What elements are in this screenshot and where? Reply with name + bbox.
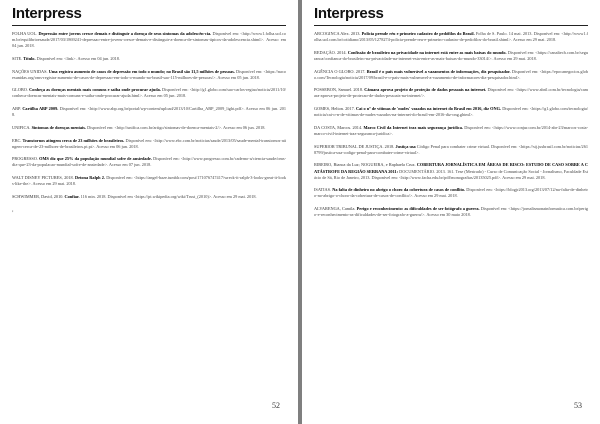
reference-source[interactable]: Disponível em: <http://www1.folha.uol.com.br/equilibrioesaude/2017/03/1869241-depressao-entre-jovens-cresce-demais-e-distinguir-a-doenca-de-sintomas-tipicos-da-adolescencia.shtml>. Acesso em 04 jun. 2018. [12,31,286,49]
reference-entry [314,125,588,137]
reference-author: DA COSTA, Marcos. 2014. [314,124,363,130]
reference-source[interactable]: Disponível em: <http://www.abp.org.br/portal/wp-content/upload/2013/10/Cartilha_ABP_2009_light.pdf>. Acesso em 06 jun. 2018. [12,106,287,118]
reference-source[interactable]: Disponível em: <https://jornalismonainformatica.com.br/perigo-e-reconhecimento-as-dificuldades-de-ser-fotografo-a-guerra/>. Acesso em 30 maio 2018. [314,206,589,218]
reference-source[interactable]: Disponível em: <https://g1.globo.com/tecnologia/noticia/cai-o-n-de-vitimas-de-nudes-vazados-na-internet-do-brasil-em-2016-diz-ong.ghtml>. [314,106,589,118]
reference-title: COBERTURA JORNALÍSTICA EM ÁREAS DE RISCO: ESTUDO DE CASO SOBRE A CATÁSTROFE DA REGIÃO SERRANA 2011: [314,162,588,174]
reference-title: Cartilha ABP 2009. [22,106,59,112]
reference-entry [12,56,286,62]
reference-list [314,31,588,218]
reference-source[interactable]: Disponível em: <https://angel-baze.tumblr.com/post/171076747417/wreck-it-ralph-3-looks-great-it-looks-like-the>. Acesso em 29 mai. 2018. [12,175,286,187]
reference-author: POSSEBON, Samuel. 2018. [314,87,364,93]
reference-author: ABP. [12,106,21,112]
reference-entry [12,175,286,187]
header-rule [12,25,286,26]
reference-entry [314,187,588,199]
reference-entry [12,31,286,49]
reference-author: ISATIAS. [314,187,332,193]
reference-entry [314,50,588,62]
reference-author: SUPERIOR TRIBUNAL DE JUSTIÇA. 2018. [314,143,395,149]
reference-author: SITE. [12,55,23,61]
reference-author: EBC. [12,137,22,143]
reference-title: Confissão de brasileiro na privacidade na internet está entre as mais baixas do mundo. [347,49,507,55]
page-header: Interpress [314,5,384,22]
reference-entry [12,69,286,81]
reference-title: Transtornos atingem cerca de 23 milhões de brasileiros. [22,137,125,143]
reference-author: GLOBO. [12,87,28,93]
reference-source[interactable]: 116 min. 2018. Disponível em <https://pt.wikipedia.org/wiki/Trust_(2010)>. Acesso em 29 mai. 2018. [80,193,257,199]
reference-source[interactable]: Disponível em: <https://nacoesunidas.org/oms-registra-aumento-de-casos-de-depressao-em-todo-o-mundo-no-brasil-sao-115-milhoes-de-pessoas/>. Acesso em 05 jun. 2018. [12,68,287,80]
reference-source[interactable]: Disponível em: <http://unifica.com.br/artigo/sintomas-de-doenca-mentais-2/>. Acesso em 06 jun. 2018. [87,124,266,130]
reference-entry [12,106,286,118]
reference-entry [314,144,588,156]
reference-title: Justiça usa [395,143,416,149]
page-number: 52 [272,401,280,410]
reference-entry [12,87,286,99]
reference-list [12,31,286,200]
reference-title: Uma registra aumento de casos de depressão em todo o mundo; no Brasil são 11,5 milhões de pessoas. [48,68,235,74]
reference-entry [314,162,588,180]
reference-entry [314,206,588,218]
reference-source[interactable]: Disponível em: <https://blogjr2013.org/2013/07/12/na-falta-de-dinheiro-no-abrigo-o-choro-da-cobertura-de-casos-de-conflito/>. Acesso em 29 mai. 2018. [314,187,588,199]
reference-title: OMS diz que 25% da população mundial sofre de ansiedade. [39,156,152,162]
reference-author: REDAÇÃO. 2014. [314,49,347,55]
reference-entry [12,138,286,150]
reference-entry [314,31,588,43]
reference-author: RIBEIRO, Bianca da Luz; NOGUEIRA, e Raphaela Cruz. [314,162,416,168]
reference-source[interactable]: Disponível em: <https://canaltech.com.br/seguranca/confianca-do-brasileiro-na-privacidade-na-internet-esta-entre-as-mais-baixas-do-mundo-33014/>. Acesso em 29 mai. 2018. [314,49,589,61]
reference-source[interactable]: Disponível em: <http://www.ebc.com.br/noticias/saude/2013/05/saude-mental-transtornos-atingem-cerca-de-23-milhoes-de-brasileiros.pt.pt>. Acesso em 06 jun. 2018. [12,137,287,149]
reference-author: UNIFICA. [12,124,31,130]
reference-title: Detona Ralph 2. [74,175,105,181]
reference-source[interactable]: Disponível em: <http://www.progresso.com.br/caderno-a/ciencia-saude/oms-diz-que-23-da-populacao-mundial-sofre-de-ansiedade>. Acesso em 07 jun. 2018. [12,156,287,168]
reference-source[interactable]: Disponível em: <link>. Acesso em 04 jun. 2018. [36,55,121,61]
page-header: Interpress [12,5,82,22]
reference-author: AGÊNCIA O GLOBO. 2017. [314,68,366,74]
reference-author: FOLHA UOL. [12,31,38,36]
reference-entry [314,69,588,81]
reference-entry [314,106,588,118]
reference-source[interactable]: Folha de S. Paulo. 14 mai. 2013. Disponível em: <http://www1.folha.uol.com.br/cotidiano/2013/05/1278274-policia-prende-reu-e-primeiro-cadastro-de-pedofilos-do-brasil.shtml>. Acesso em 29 mai. 2018. [314,31,588,43]
reference-source[interactable]: DOCUMENTÁRIO. 2013. 161. Tese (Mestrado) - Curso de Comunicação Social - Jornalismo, Faculdade Estácio de Sá, Rio de Janeiro, 2013. Disponível em: <http://www.facha.edu.br/pdf/monografias/20135025.pdf>. Acesso em 29 mai. 2018. [314,168,589,180]
reference-entry [12,156,286,168]
reference-title: Confiar. [64,193,80,199]
reference-source[interactable]: Disponível em: <https://www.abril.com.br/tecnologia/camara-aprova-projeto-de-protecao-de-dados-pessoais-na-internet/>. [314,87,589,99]
reference-author: PROGRESSO. [12,156,38,162]
page-number: 53 [574,401,582,410]
reference-title: Cai o nº de vítimas de 'nudes' vazados na internet do Brasil em 2016, diz ONG. [355,106,502,112]
reference-author: GOMES, Helton. 2017. [314,106,355,112]
stray-mark: , [12,206,14,213]
page-right [302,0,600,424]
reference-source[interactable]: Disponível em: <http://g1.globo.com/sao-carlos-regiao/noticia/2011/10/conheca-doencas-mentais-mais-comuns-e-saiba-onde-procurar-ajuda.html>. Acesso em 05 jun. 2018. [12,87,286,99]
reference-entry [12,194,286,200]
reference-title: Brasil é o país mais vulnerável a vazamentos de informações, diz pesquisador. [366,68,511,74]
reference-author: SCHWIMMER, David, 2010. [12,193,64,199]
reference-author: ALVARENGA, Camila. [314,206,356,212]
reference-entry [12,125,286,131]
reference-entry [314,87,588,99]
reference-source[interactable]: Código Penal para combater crime virtual. Disponível em: <https://stj.jusbrasil.com.br/noticias/2618799/justica-usa-codigo-penal-para-combater-crime-virtual>. [314,143,588,155]
reference-source[interactable]: Disponível em: <https://www.conjur.com.br/2014-abr-23/marcos-costa-marco-civil-internet-traz-seguranca-juridica>. [314,124,589,136]
reference-title: Título. [23,55,36,61]
reference-title: Conheça as doenças mentais mais comuns e saiba onde procurar ajuda. [29,87,161,93]
reference-title: Na falta de dinheiro no abrigo o choro da cobertura de casos de conflito. [332,187,466,193]
reference-title: Sintomas de doenças mentais. [31,124,87,130]
reference-title: Polícia prende réu e primeiro cadastro de pedófilos do Brasil. [361,31,475,36]
header-rule [314,25,588,26]
reference-title: Depressão entre jovens cresce demais e distinguir a doença de seus sintomas da adolescên-cia. [38,31,212,36]
reference-title: Marco Civil da Internet traz mais segurança jurídica. [363,124,463,130]
reference-author: ARCOGINCA Alex. 2013. [314,31,361,36]
reference-author: NAÇÕES UNIDAS. [12,68,48,74]
reference-source[interactable]: Disponível em: <https://epocanegocios.globo.com/Tecnologia/noticia/2017/09/brasil-e-o-pais-mais-vulneravel-a-vazamento-de-informacoes-diz-pesquisador.html>. [314,68,588,80]
reference-title: Câmara aprova projeto de proteção de dados pessoais na internet. [364,87,487,93]
reference-title: Perigo e reconhecimento: as dificuldades de ser fotógrafo a guerra. [356,206,480,212]
reference-author: WALT DISNEY PICTURES, 2018. [12,175,74,181]
page-left [0,0,298,424]
